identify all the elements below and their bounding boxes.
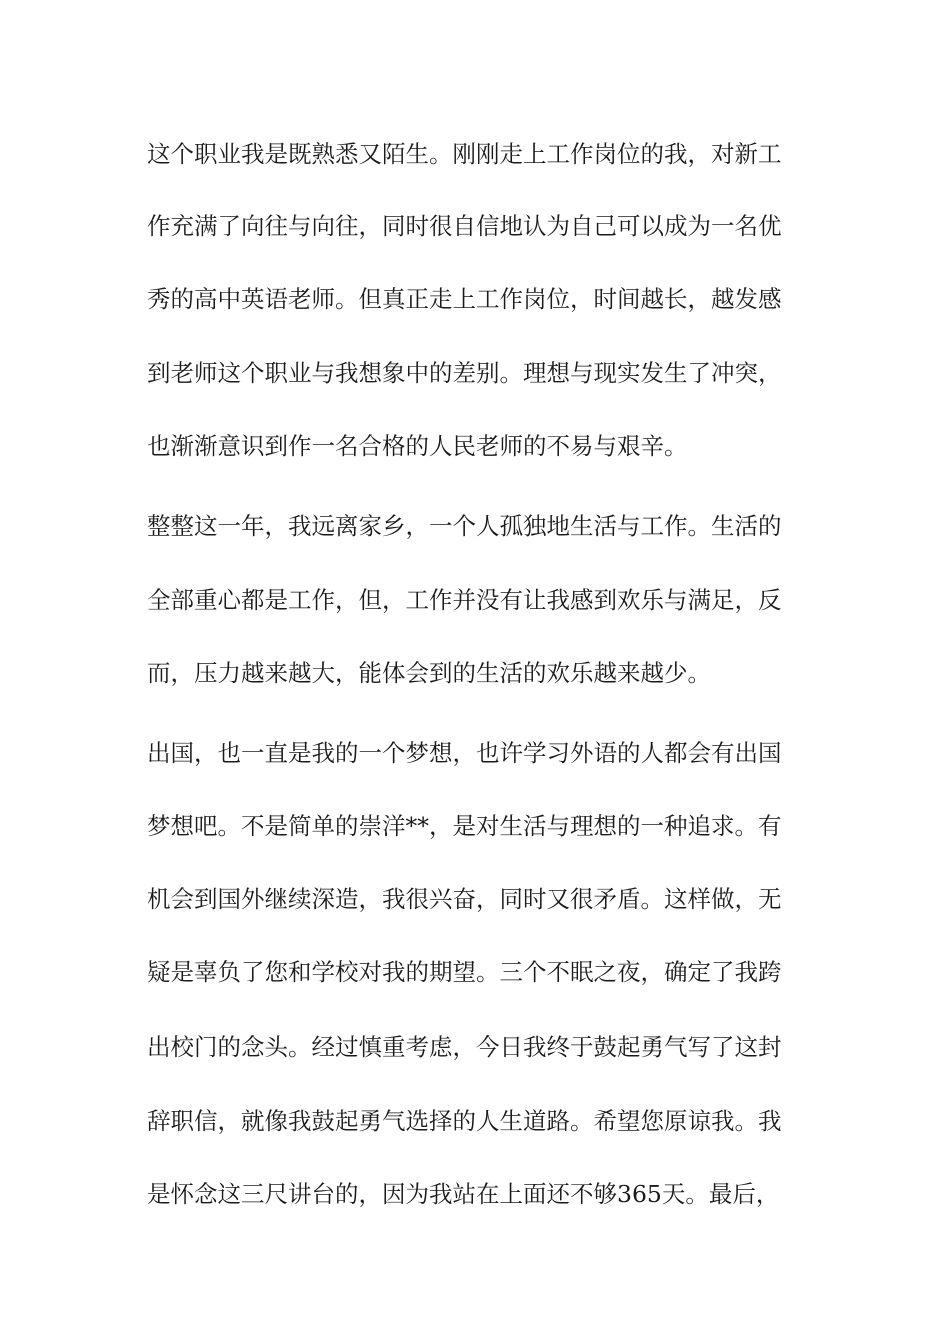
- text-line: 机会到国外继续深造，我很兴奋，同时又很矛盾。这样做，无: [147, 885, 782, 913]
- text-line: 辞职信，就像我鼓起勇气选择的人生道路。希望您原谅我。我: [147, 1107, 782, 1135]
- text-line: 作充满了向往与向往，同时很自信地认为自己可以成为一名优: [147, 212, 782, 240]
- text-line: 全部重心都是工作，但，工作并没有让我感到欢乐与满足，反: [147, 586, 782, 614]
- text-line: 也渐渐意识到作一名合格的人民老师的不易与艰辛。: [147, 432, 688, 460]
- text-line: 出国，也一直是我的一个梦想，也许学习外语的人都会有出国: [147, 739, 782, 767]
- text-line: 而，压力越来越大，能体会到的生活的欢乐越来越少。: [147, 659, 711, 687]
- text-line: 这个职业我是既熟悉又陌生。刚刚走上工作岗位的我，对新工: [147, 140, 782, 168]
- text-line: 是怀念这三尺讲台的，因为我站在上面还不够365天。最后，: [147, 1180, 780, 1208]
- text-line: 梦想吧。不是简单的崇洋**，是对生活与理想的一种追求。有: [147, 812, 782, 840]
- text-line: 到老师这个职业与我想象中的差别。理想与现实发生了冲突，: [147, 359, 782, 387]
- text-line: 出校门的念头。经过慎重考虑，今日我终于鼓起勇气写了这封: [147, 1033, 782, 1061]
- text-line: 秀的高中英语老师。但真正走上工作岗位，时间越长，越发感: [147, 285, 782, 313]
- text-line: 疑是辜负了您和学校对我的期望。三个不眠之夜，确定了我跨: [147, 958, 782, 986]
- text-line: 整整这一年，我远离家乡，一个人孤独地生活与工作。生活的: [147, 512, 782, 540]
